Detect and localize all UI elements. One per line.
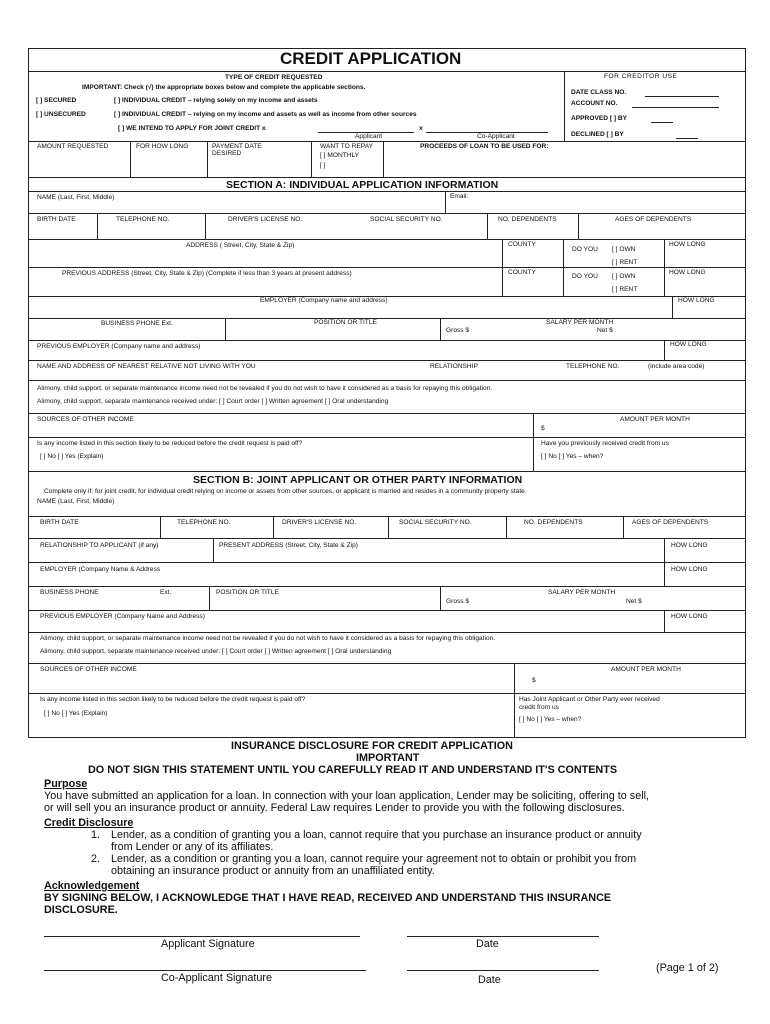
purpose-heading: Purpose xyxy=(44,778,88,790)
b-employer-label: EMPLOYER (Company Name & Address xyxy=(40,566,161,573)
coapplicant-caption: Co-Applicant xyxy=(477,133,515,140)
a-pos-div xyxy=(440,318,441,340)
b-howlong3-label: HOW LONG xyxy=(671,613,708,620)
b-dep-div xyxy=(623,516,624,538)
req-div-2 xyxy=(207,141,208,177)
b-present-div xyxy=(664,538,665,562)
a-dependents-label: NO. DEPENDENTS xyxy=(498,216,557,223)
item-1-number: 1. xyxy=(91,829,101,841)
a-dep-div xyxy=(578,213,579,239)
a-rule-alimony xyxy=(28,380,746,381)
a-relative-label: NAME AND ADDRESS OF NEAREST RELATIVE NOT LIVING WITH YOU xyxy=(37,363,256,370)
applicant-caption: Applicant xyxy=(355,133,383,140)
b-reduced-div xyxy=(514,693,515,738)
payment-desired-label: DESIRED xyxy=(212,150,242,157)
page-number: (Page 1 of 2) xyxy=(656,962,719,974)
a-reduced-label: Is any income listed in this section likely to be reduced before the credit request is paid off? xyxy=(37,440,303,447)
a-src-div xyxy=(533,413,534,437)
b-no-yes[interactable]: [ ] No [ ] Yes (Explain) xyxy=(44,710,108,717)
b-prev-credit-label2: credit from us xyxy=(519,704,559,711)
req-div-3 xyxy=(311,141,312,177)
individual-other-checkbox[interactable]: [ ] INDIVIDUAL CREDIT – relying on my income and assets as well as income from other sources xyxy=(114,111,417,118)
b-rule-reduced xyxy=(28,693,746,694)
declined-label[interactable]: DECLINED [ ] BY xyxy=(571,131,624,138)
a-prev-employer-label: PREVIOUS EMPLOYER (Company name and address) xyxy=(37,343,201,350)
insurance-warning: DO NOT SIGN THIS STATEMENT UNTIL YOU CAREFULLY READ IT AND UNDERSTAND IT'S CONTENTS xyxy=(88,764,618,776)
date-class-label: DATE CLASS NO. xyxy=(571,89,627,96)
a-bus-phone-label: BUSINESS PHONE Ext. xyxy=(101,320,173,327)
a-rule-rel xyxy=(28,360,746,361)
insurance-important: IMPORTANT xyxy=(356,752,420,764)
a-alimony2[interactable]: Alimony, child support, separate maintenance received under: [ ] Court order [ ] Written agreement [ ] Oral understanding xyxy=(37,398,389,405)
section-a-top xyxy=(28,177,746,178)
a-sources-label: SOURCES OF OTHER INCOME xyxy=(37,416,134,423)
a-rule-birth xyxy=(28,213,746,214)
important-note: IMPORTANT: Check (√) the appropriate boxes below and complete the applicable sections. xyxy=(82,84,366,91)
a-alimony1: Alimony, child support, or separate maintenance income need not be revealed if you do not wish to have it considered as a basis for repaying this obligation. xyxy=(37,385,493,392)
a-amount-pm-label: AMOUNT PER MONTH xyxy=(620,416,690,423)
b-alimony2[interactable]: Alimony, child support, separate maintenance received under: [ ] Court order [ ] Written agreement [ ] Oral understanding xyxy=(40,648,392,655)
a-dollar: $ xyxy=(541,425,545,432)
a-address-label: ADDRESS ( Street, City, State & Zip) xyxy=(186,242,295,249)
b-position-label: POSITION OR TITLE xyxy=(216,589,279,596)
purpose-line-1: You have submitted an application for a loan. In connection with your loan application, Lender may be soliciting, offering to sell, xyxy=(44,790,650,802)
a-rule-name xyxy=(28,191,746,192)
b-name-label: NAME (Last, First, Middle) xyxy=(37,498,115,505)
joint-x2: x xyxy=(419,125,423,132)
b-gross-label: Gross $ xyxy=(446,598,470,605)
b-dollar: $ xyxy=(532,677,536,684)
a-salary-label: SALARY PER MONTH xyxy=(546,319,614,326)
type-heading: TYPE OF CREDIT REQUESTED xyxy=(225,74,323,81)
a-prev-credit-ans[interactable]: [ ] No [ ] Yes – when? xyxy=(541,453,604,460)
a-phone-div xyxy=(205,213,206,239)
b-rule-prevemp xyxy=(28,610,746,611)
b-howlong-label: HOW LONG xyxy=(671,542,708,549)
a-doyou-label: DO YOU xyxy=(572,246,598,253)
a-ssn-div xyxy=(487,213,488,239)
a-ages-label: AGES OF DEPENDENTS xyxy=(615,216,692,223)
a-rule-prev xyxy=(28,267,746,268)
purpose-line-2: or will sell you an insurance product or annuity. Federal Law requires Lender to provide you with the following disclosures. xyxy=(44,802,625,814)
b-prev-credit-ans[interactable]: [ ] No [ ] Yes – when? xyxy=(519,716,582,723)
req-div-1 xyxy=(130,141,131,177)
payment-date-label: PAYMENT DATE xyxy=(212,143,262,150)
a-position-label: POSITION OR TITLE xyxy=(314,319,377,326)
acknowledgement-line-1: BY SIGNING BELOW, I ACKNOWLEDGE THAT I HAVE READ, RECEIVED AND UNDERSTAND THIS INSURANCE xyxy=(44,892,612,904)
a-rule-address xyxy=(28,239,746,240)
item-1-line-2: from Lender or any of its affiliates. xyxy=(111,841,274,853)
b-license-label: DRIVER'S LICENSE NO. xyxy=(282,519,357,526)
proceeds-label: PROCEEDS OF LOAN TO BE USED FOR: xyxy=(420,143,549,150)
b-ages-label: AGES OF DEPENDENTS xyxy=(632,519,709,526)
a-howlong3-label: HOW LONG xyxy=(678,297,715,304)
a-prev-credit-label: Have you previously received credit from us xyxy=(541,440,669,447)
item-2-line-1: Lender, as a condition or granting you a loan, cannot require your agreement not to obtain or prohibit you from xyxy=(111,853,637,865)
acknowledgement-heading: Acknowledgement xyxy=(44,880,140,892)
a-prev-address-label: PREVIOUS ADDRESS (Street, City, State & Zip) (Complete if less than 3 years at present address) xyxy=(62,270,352,277)
b-amount-pm-label: AMOUNT PER MONTH xyxy=(611,666,681,673)
b-src-div xyxy=(514,663,515,693)
a-prevemp-div xyxy=(664,340,665,360)
a-emp-div xyxy=(672,296,673,318)
b-prev-credit-label: Has Joint Applicant or Other Party ever received xyxy=(519,696,660,703)
b-alimony1: Alimony, child support, or separate maintenance income need not be revealed if you do not wish to have it considered as a basis for repaying this obligation. xyxy=(40,635,496,642)
unsecured-checkbox[interactable]: [ ] UNSECURED xyxy=(36,111,86,118)
page-title: CREDIT APPLICATION xyxy=(280,49,462,68)
b-bus-div xyxy=(209,586,210,610)
b-rule-rel xyxy=(28,538,746,539)
b-pos-div xyxy=(440,586,441,610)
item-2-number: 2. xyxy=(91,853,101,865)
b-net-label: Net $ xyxy=(626,598,642,605)
b-prev-employer-label: PREVIOUS EMPLOYER (Company Name and Address) xyxy=(40,613,205,620)
a-howlong2-label: HOW LONG xyxy=(669,269,706,276)
a-own2-checkbox[interactable]: [ ] OWN xyxy=(612,273,636,280)
a-ssn-label: SOCIAL SECURITY NO. xyxy=(370,216,443,223)
want-repay-label: WANT TO REPAY xyxy=(320,143,374,150)
coapplicant-signature-caption: Co-Applicant Signature xyxy=(161,972,273,984)
date-class-line[interactable] xyxy=(645,96,719,97)
b-birth-label: BIRTH DATE xyxy=(40,519,79,526)
declined-line[interactable] xyxy=(676,138,698,139)
section-b-heading: SECTION B: JOINT APPLICANT OR OTHER PARTY INFORMATION xyxy=(193,474,523,486)
a-county2-label: COUNTY xyxy=(508,269,536,276)
b-dependents-label: NO. DEPENDENTS xyxy=(524,519,583,526)
a-rent-checkbox[interactable]: [ ] RENT xyxy=(612,259,638,266)
b-phone-label: TELEPHONE NO. xyxy=(177,519,231,526)
a-birth-div xyxy=(97,213,98,239)
b-rule-bus xyxy=(28,586,746,587)
applicant-date-line[interactable] xyxy=(407,936,599,937)
monthly-checkbox[interactable]: [ ] MONTHLY xyxy=(320,152,360,159)
coapplicant-date-caption: Date xyxy=(478,974,501,986)
credit-disclosure-heading: Credit Disclosure xyxy=(44,817,134,829)
b-reduced-label: Is any income listed in this section likely to be reduced before the credit request is paid off? xyxy=(40,696,306,703)
a-rule-prevemp xyxy=(28,340,746,341)
b-phone-div xyxy=(273,516,274,538)
section-b-top xyxy=(28,471,746,472)
b-ssn-label: SOCIAL SECURITY NO. xyxy=(399,519,472,526)
coapplicant-signature-line[interactable] xyxy=(44,970,366,971)
a-rule-reduced xyxy=(28,437,746,438)
item-2-line-2: obtaining an insurance product or annuity from an unaffiliated entity. xyxy=(111,865,435,877)
a-name-label: NAME (Last, First, Middle) xyxy=(37,194,115,201)
how-long-label: FOR HOW LONG xyxy=(136,143,189,150)
approved-line[interactable] xyxy=(651,122,673,123)
b-howlong2-label: HOW LONG xyxy=(671,566,708,573)
a-bus-div xyxy=(225,318,226,340)
account-label: ACCOUNT NO. xyxy=(571,100,618,107)
insurance-title: INSURANCE DISCLOSURE FOR CREDIT APPLICATION xyxy=(231,740,513,752)
applicant-date-caption: Date xyxy=(476,938,499,950)
b-license-div xyxy=(388,516,389,538)
a-howlong4-label: HOW LONG xyxy=(670,341,707,348)
a-reduced-div xyxy=(533,437,534,471)
b-bus-phone-label: BUSINESS PHONE xyxy=(40,589,99,596)
approved-label[interactable]: APPROVED [ ] BY xyxy=(571,115,628,122)
creditor-divider xyxy=(564,71,565,141)
b-emp-div xyxy=(664,562,665,586)
a-employer-label: EMPLOYER (Company name and address) xyxy=(260,297,388,304)
a-howlong-label: HOW LONG xyxy=(669,241,706,248)
b-relationship-label: RELATIONSHIP TO APPLICANT (if any) xyxy=(40,542,159,549)
b-birth-div xyxy=(160,516,161,538)
a-doyou2-label: DO YOU xyxy=(572,273,598,280)
a-phone-label: TELEPHONE NO. xyxy=(116,216,170,223)
b-rule-birth xyxy=(28,516,746,517)
b-prevemp-div xyxy=(664,610,665,632)
req-div-4 xyxy=(383,141,384,177)
a-rule-sources xyxy=(28,413,746,414)
creditor-heading: FOR CREDITOR USE xyxy=(604,73,678,80)
other-repay-checkbox[interactable]: [ ] xyxy=(320,162,326,169)
b-note: Complete only if: for joint credit, for individual credit relying on income or assets from other sources, or applicant is married and resides in a community property state. xyxy=(44,488,527,495)
a-email-label: Email: xyxy=(450,193,469,200)
title-rule xyxy=(28,71,746,72)
item-1-line-1: Lender, as a condition of granting you a loan, cannot require that you purchase an insurance product or annuity xyxy=(111,829,642,841)
a-own-checkbox[interactable]: [ ] OWN xyxy=(612,246,636,253)
b-ext-label: Ext. xyxy=(160,589,172,596)
a-rent2-checkbox[interactable]: [ ] RENT xyxy=(612,286,638,293)
b-rule-sources xyxy=(28,663,746,664)
joint-credit-checkbox[interactable]: [ ] WE INTEND TO APPLY FOR JOINT CREDIT x xyxy=(118,125,266,132)
a-gross-label: Gross $ xyxy=(446,327,470,334)
request-top-rule xyxy=(28,141,746,142)
a-tel-label: TELEPHONE NO. xyxy=(566,363,620,370)
b-present-label: PRESENT ADDRESS (Street, City, State & Zip) xyxy=(219,542,358,549)
a-name-div xyxy=(445,191,446,213)
acknowledgement-line-2: DISCLOSURE. xyxy=(44,904,118,916)
a-license-label: DRIVER'S LICENSE NO. xyxy=(228,216,303,223)
a-birth-label: BIRTH DATE xyxy=(37,216,76,223)
b-rule-emp xyxy=(28,562,746,563)
applicant-signature-line[interactable] xyxy=(44,936,360,937)
coapplicant-date-line[interactable] xyxy=(407,970,599,971)
b-rel-div xyxy=(213,538,214,562)
a-county-label: COUNTY xyxy=(508,241,536,248)
b-sources-label: SOURCES OF OTHER INCOME xyxy=(40,666,137,673)
individual-checkbox[interactable]: [ ] INDIVIDUAL CREDIT – relying solely on my income and assets xyxy=(114,97,318,104)
b-ssn-div xyxy=(506,516,507,538)
a-area-label: (include area code) xyxy=(648,363,705,370)
a-no-yes[interactable]: [ ] No [ ] Yes (Explain) xyxy=(40,453,104,460)
account-line[interactable] xyxy=(632,107,719,108)
a-relationship-label: RELATIONSHIP xyxy=(430,363,478,370)
b-salary-label: SALARY PER MONTH xyxy=(548,589,616,596)
applicant-signature-caption: Applicant Signature xyxy=(161,938,255,950)
secured-checkbox[interactable]: [ ] SECURED xyxy=(36,97,77,104)
a-rule-bus xyxy=(28,318,746,319)
a-net-label: Net $ xyxy=(597,327,613,334)
b-rule-alimony xyxy=(28,632,746,633)
amount-requested-label: AMOUNT REQUESTED xyxy=(37,143,109,150)
section-a-heading: SECTION A: INDIVIDUAL APPLICATION INFORMATION xyxy=(226,179,499,191)
